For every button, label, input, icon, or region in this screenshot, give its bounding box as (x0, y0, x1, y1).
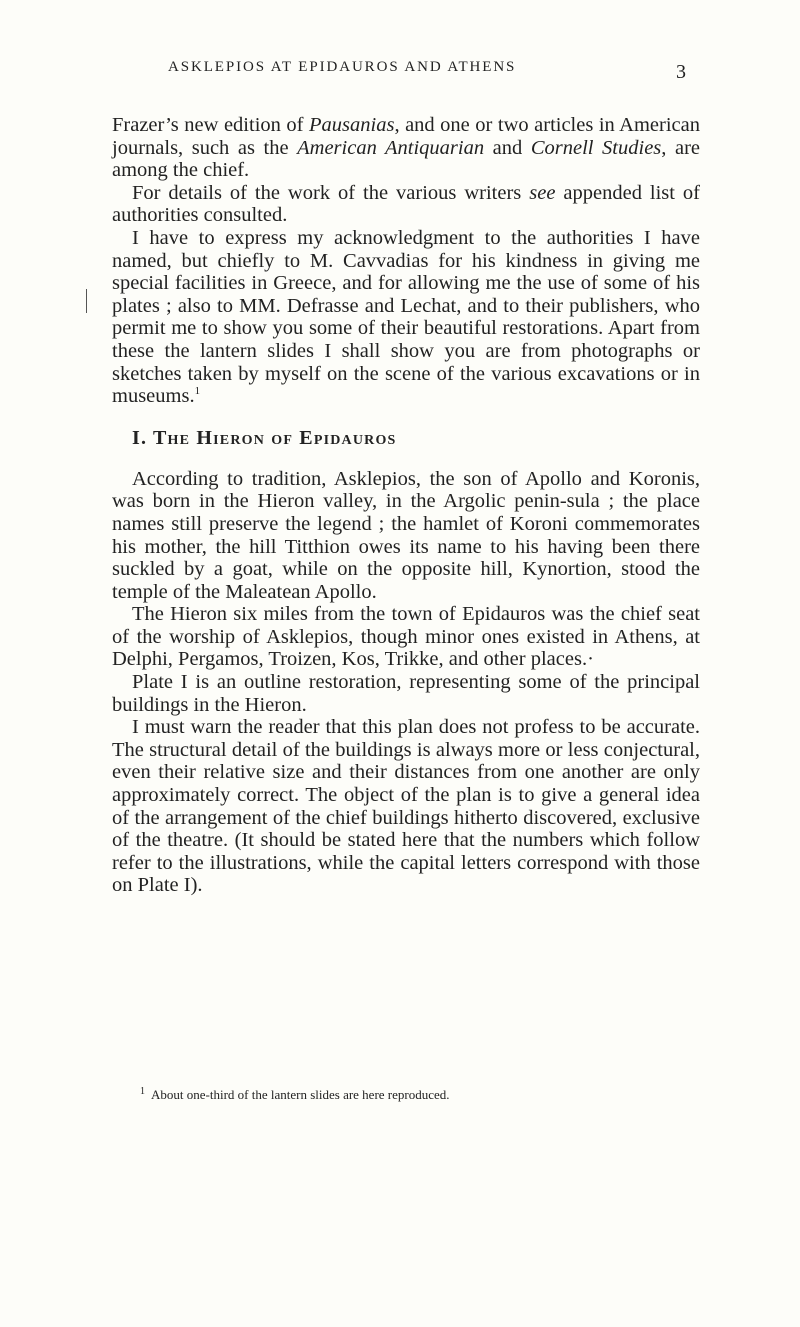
paragraph-1-mid1: , and one or two articles in American journals, such as the (112, 114, 700, 159)
running-title: ASKLEPIOS AT EPIDAUROS AND ATHENS (168, 59, 517, 75)
see-word: see (529, 181, 556, 204)
cornell-studies-title: Cornell Studies (530, 136, 662, 159)
paragraph-2 (112, 182, 700, 227)
paragraph-1-end: , are among the chief. (112, 136, 700, 182)
pausanias-title: Pausanias (309, 114, 395, 136)
section-heading: I. The Hieron of Epidauros (132, 426, 397, 449)
paragraph-2-end: appended list of authorities consulted. (112, 181, 700, 227)
paragraph-2-start: For details of the work of the various writers (132, 181, 530, 204)
paragraph-1 (112, 114, 700, 182)
footnote-reference: 1 (194, 385, 201, 398)
paragraph-3 (112, 227, 700, 408)
running-head (0, 55, 800, 85)
footnote (140, 1087, 700, 1103)
paragraph-1-mid2: and (484, 136, 531, 159)
footnote-marker: 1 (140, 1085, 145, 1097)
paragraph-1-start: Frazer’s new edition of (112, 114, 309, 136)
page-number: 3 (676, 61, 686, 83)
paragraph-7: I must warn the reader that this plan does not profess to be accurate. The structural detail of the buildings is always more or less conjectural, even their relative size and their distances from one another are only approximately correct. The object of the plan is to give a general idea of the arrangement of the chief buildings hitherto discovered, exclusive of the theatre. (It should be stated here that the numbers which follow refer to the illustrations, while the capital letters correspond with those on Plate I). (112, 716, 700, 897)
paragraph-3-text: I have to express my acknowledgment to the authorities I have named, but chiefly to M. Cavvadias for his kindness in giving me special facilities in Greece, and for allowing me the use of some of his plates ; also to MM. Defrasse and Lechat, and to their publishers, who permit me to show you some of their beautiful restorations. Apart from these the lantern slides I shall show you are from photographs or sketches taken by myself on the scene of the various excavations or in museums. (112, 226, 700, 408)
margin-mark (86, 289, 87, 313)
body-text (112, 114, 700, 897)
american-antiquarian-title: American Antiquarian (297, 136, 485, 159)
paragraph-4: According to tradition, Asklepios, the son of Apollo and Koronis, was born in the Hieron valley, in the Argolic penin-sula ; the place names still preserve the legend ; the hamlet of Koroni commemorates his mother, the hill Titthion owes its name to his having been there suckled by a goat, while on the opposite hill, Kynortion, stood the temple of the Maleatean Apollo. (112, 467, 700, 603)
paragraph-6: Plate I is an outline restoration, representing some of the principal buildings in the Hieron. (112, 671, 700, 716)
footnote-text: About one-third of the lantern slides are here reproduced. (151, 1087, 450, 1102)
paragraph-5: The Hieron six miles from the town of Epidauros was the chief seat of the worship of Asklepios, though minor ones existed in Athens, at Delphi, Pergamos, Troizen, Kos, Trikke, and other places.· (112, 603, 700, 671)
